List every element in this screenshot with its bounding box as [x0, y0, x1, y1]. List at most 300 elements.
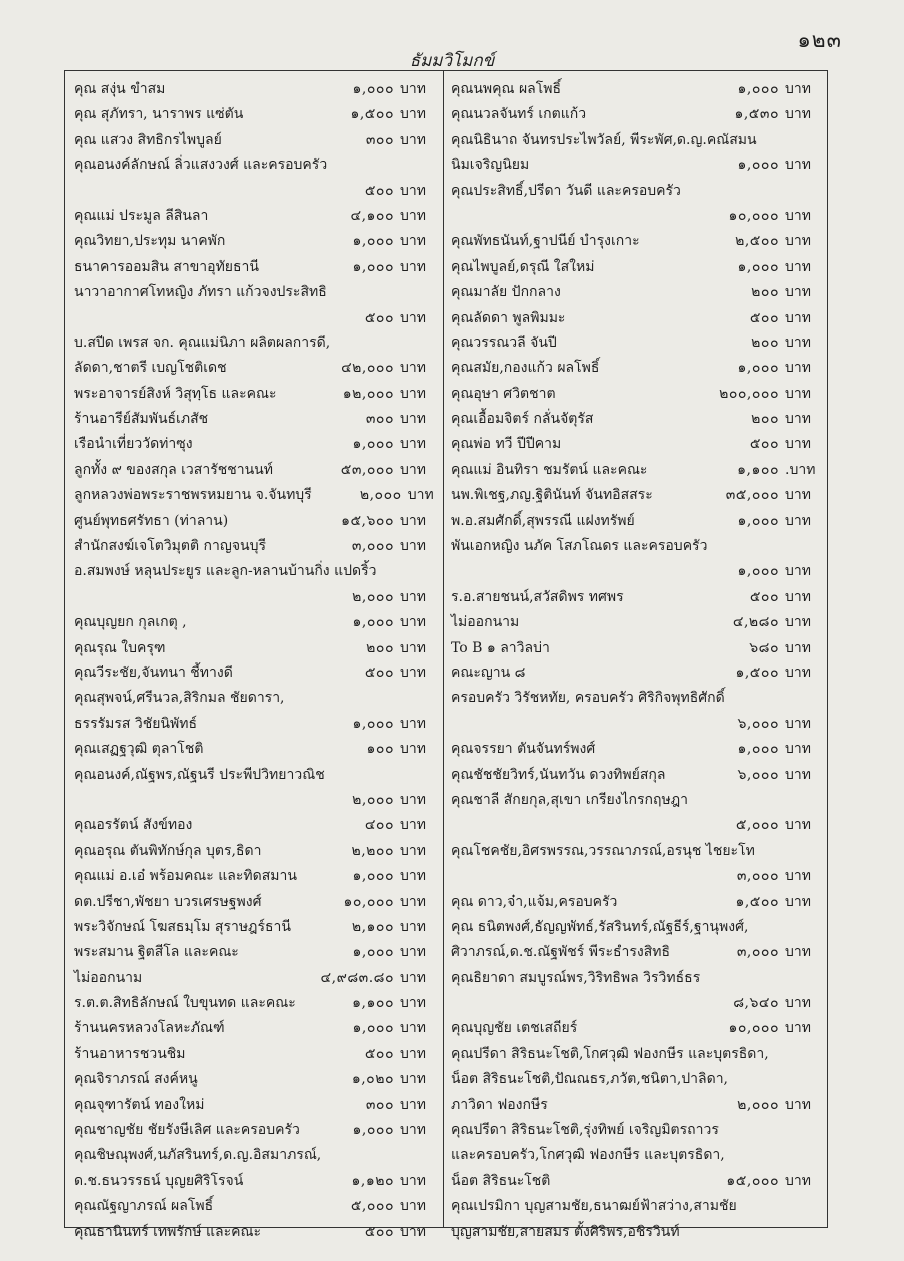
donor-row	[451, 864, 821, 889]
currency-unit: บาท	[400, 969, 426, 986]
currency-unit: บาท	[785, 360, 811, 377]
donation-amount: ๑๒,๐๐๐	[342, 385, 394, 402]
currency-unit: บาท	[400, 995, 426, 1012]
currency-unit: บาท	[400, 614, 426, 631]
donation-amount: ๕๐๐	[364, 309, 394, 326]
donor-name: คุณชัชชัยวิทร์,นันทวัน ดวงทิพย์สกุล	[451, 766, 666, 783]
donation-amount: ๘,๖๔๐	[733, 995, 779, 1012]
donation-amount: ๑๐,๐๐๐	[728, 207, 779, 224]
donation-amount: ๕,๐๐๐	[350, 1198, 394, 1215]
donor-row	[74, 382, 436, 407]
donor-name: ธรรรัมรส วิชัยนิพัทธ์	[74, 715, 197, 732]
donor-name: คุณธานินทร์ เทพรักษ์ และคณะ	[74, 1223, 262, 1240]
donation-amount: ๑๐,๐๐๐	[728, 1020, 779, 1037]
donor-row	[451, 559, 821, 584]
donor-row	[74, 661, 436, 686]
currency-unit: บาท	[400, 182, 426, 199]
donor-name: ลัดดา,ชาตรี เบญโชติเดช	[74, 360, 227, 377]
donor-name: คุณมาลัย ปักกลาง	[451, 284, 561, 301]
donor-name: คุณชาญชัย ชัยรังษีเลิศ และครอบครัว	[74, 1122, 300, 1139]
donor-row	[74, 1067, 436, 1092]
donor-row	[74, 1169, 436, 1194]
donation-amount: ๑,๐๐๐	[737, 157, 779, 174]
donation-amount: ๒,๐๐๐	[359, 487, 402, 504]
currency-unit: .บาท	[785, 461, 816, 478]
donation-amount: ๕,๐๐๐	[735, 817, 779, 834]
donor-name: คุณพ่อ ทวี ปีปีคาม	[451, 436, 562, 453]
donor-name: คุณแม่ อินทิรา ชมรัตน์ และคณะ	[451, 461, 648, 478]
donor-name: คุณลัดดา พูลพิมมะ	[451, 309, 566, 326]
donor-name: นพ.พิเชฐ,ภญ.ฐิตินันท์ จันทอิสสระ	[451, 487, 653, 504]
currency-unit: บาท	[785, 715, 811, 732]
donor-row	[451, 483, 821, 508]
currency-unit: บาท	[400, 258, 426, 275]
donor-row	[74, 1093, 436, 1118]
currency-unit: บาท	[785, 233, 811, 250]
currency-unit: บาท	[400, 411, 426, 428]
donor-row	[74, 940, 436, 965]
donation-amount: ๑,๐๐๐	[737, 741, 779, 758]
donor-name: คุณสมัย,กองแก้ว ผลโพธิ์	[451, 360, 600, 377]
donor-row	[74, 864, 436, 889]
currency-unit: บาท	[400, 791, 426, 808]
donor-row	[451, 813, 821, 838]
donor-name: ร.ต.ต.สิทธิลักษณ์ ใบขุนทด และคณะ	[74, 995, 296, 1012]
currency-unit: บาท	[785, 207, 811, 224]
donor-name: คุณนวลจันทร์ เกตแก้ว	[451, 106, 587, 123]
donor-row	[451, 1194, 821, 1219]
donor-row	[74, 585, 436, 610]
currency-unit: บาท	[400, 360, 426, 377]
donation-amount: ๑๐๐	[366, 741, 394, 758]
currency-unit: บาท	[400, 1122, 426, 1139]
donor-name: ศิวาภรณ์,ด.ช.ณัฐพัชร์ พีระธำรงสิทธิ	[451, 944, 671, 961]
donor-row	[74, 255, 436, 280]
donation-amount: ๑,๑๐๐	[737, 461, 779, 478]
currency-unit: บาท	[785, 411, 811, 428]
donor-row	[74, 813, 436, 838]
donor-name: บ.สปีด เพรส จก. คุณแม่นิภา ผลิตผลการดี,	[74, 334, 331, 351]
donor-row	[451, 763, 821, 788]
donor-name: คุณไพบูลย์,ดรุณี ใสใหม่	[451, 258, 595, 275]
donor-name: คุณอุษา ศวิตชาต	[451, 385, 556, 402]
donor-name: คุณแม่ อ.เอ๋ พร้อมคณะ และทิดสมาน	[74, 868, 297, 885]
donor-row	[74, 686, 436, 711]
donor-row	[451, 890, 821, 915]
donor-name: นิมเจริญนิยม	[451, 157, 530, 174]
donor-row	[451, 204, 821, 229]
donation-amount: ๑,๐๐๐	[352, 1020, 394, 1037]
donation-amount: ๑,๐๐๐	[352, 944, 394, 961]
donation-amount: ๑,๕๐๐	[350, 106, 394, 123]
donor-row	[451, 382, 821, 407]
donor-row	[451, 1143, 821, 1168]
currency-unit: บาท	[785, 1020, 811, 1037]
donor-name: คุณอรรัตน์ สังข์ทอง	[74, 817, 193, 834]
currency-unit: บาท	[400, 715, 426, 732]
donation-amount: ๑๕,๖๐๐	[341, 512, 394, 529]
donor-name: คุณสุพจน์,ศรีนวล,สิริกมล ชัยดารา,	[74, 690, 285, 707]
donor-row	[74, 915, 436, 940]
currency-unit: บาท	[785, 284, 811, 301]
donor-name: คุณพัทธนันท์,ฐาปนีย์ บำรุงเกาะ	[451, 233, 640, 250]
currency-unit: บาท	[785, 309, 811, 326]
donor-row	[451, 229, 821, 254]
donor-row	[74, 763, 436, 788]
currency-unit: บาท	[785, 664, 811, 681]
currency-unit: บาท	[785, 817, 811, 834]
donation-amount: ๓,๐๐๐	[736, 944, 779, 961]
currency-unit: บาท	[785, 563, 811, 580]
donation-amount: ๑,๐๐๐	[352, 233, 394, 250]
donor-name: น็อต สิริธนะโชติ,ปัณณธร,ภวัต,ชนิตา,ปาลิดา,	[451, 1071, 728, 1088]
donor-row	[451, 1093, 821, 1118]
donor-name: นาวาอากาศโทหญิง ภัทรา แก้วจงประสิทธิ	[74, 284, 327, 301]
donation-amount: ๑,๐๐๐	[737, 563, 779, 580]
running-header-title: ธัมมวิโมกข์	[409, 51, 495, 71]
donor-list-frame	[64, 70, 828, 1240]
donation-amount: ๔,๙๘๓.๘๐	[320, 969, 394, 986]
donor-name: คุณบุญชัย เตชเสถียร์	[451, 1020, 578, 1037]
currency-unit: บาท	[400, 1071, 426, 1088]
donation-amount: ๕๐๐	[364, 182, 394, 199]
donation-amount: ๑,๑๒๐	[351, 1172, 394, 1189]
currency-unit: บาท	[400, 106, 426, 123]
currency-unit: บาท	[785, 157, 811, 174]
currency-unit: บาท	[400, 639, 426, 656]
currency-unit: บาท	[400, 131, 426, 148]
donor-name: คุณแม่ ประมูล ลีสินลา	[74, 207, 209, 224]
currency-unit: บาท	[400, 1096, 426, 1113]
donation-amount: ๕๐๐	[364, 1223, 394, 1240]
donor-name: คุณเปรมิกา บุญสามชัย,ธนาฒย์ฟ้าสว่าง,สามชัย	[451, 1198, 737, 1215]
currency-unit: บาท	[400, 436, 426, 453]
currency-unit: บาท	[785, 868, 811, 885]
donor-row	[451, 534, 821, 559]
currency-unit: บาท	[400, 1045, 426, 1062]
donation-amount: ๔,๒๘๐	[732, 614, 779, 631]
donor-row	[74, 1220, 436, 1245]
donor-row	[74, 534, 436, 559]
donor-row	[451, 839, 821, 864]
donor-row	[451, 966, 821, 991]
donor-name: สำนักสงฆ์เจโตวิมุตติ กาญจนบุรี	[74, 538, 266, 555]
donation-amount: ๖๘๐	[749, 639, 779, 656]
donation-amount: ๓๐๐	[365, 131, 394, 148]
donor-row	[451, 940, 821, 965]
currency-unit: บาท	[785, 944, 811, 961]
donor-name: คุณวรรณวลี จันปี	[451, 334, 557, 351]
donor-row	[74, 356, 436, 381]
donation-amount: ๒๐๐	[751, 284, 779, 301]
currency-unit: บาท	[785, 1172, 811, 1189]
donor-row	[74, 1016, 436, 1041]
donor-name: คุณโชคชัย,อิศรพรรณ,วรรณาภรณ์,อรนุช ไชยะโท	[451, 842, 755, 859]
donor-name: อ.สมพงษ์ หลุนประยูร และลูก-หลานบ้านกิ่ง แปดริ้ว	[74, 563, 377, 580]
currency-unit: บาท	[785, 1096, 811, 1113]
donor-row	[74, 1143, 436, 1168]
page-number: ๑๒๓	[797, 28, 842, 52]
currency-unit: บาท	[400, 538, 426, 555]
donation-amount: ๓,๐๐๐	[351, 538, 394, 555]
donation-amount: ๑,๑๐๐	[352, 995, 394, 1012]
currency-unit: บาท	[785, 258, 811, 275]
donor-name: คุณธิยาดา สมบูรณ์พร,วิริทธิพล วิรวิทธ์ธร	[451, 969, 701, 986]
donor-row	[451, 1042, 821, 1067]
donation-amount: ๑,๐๐๐	[352, 81, 394, 97]
donation-amount: ๓๕,๐๐๐	[725, 487, 779, 504]
currency-unit: บาท	[400, 1223, 426, 1240]
donation-amount: ๑,๐๐๐	[352, 715, 394, 732]
currency-unit: บาท	[400, 512, 426, 529]
donation-amount: ๒,๕๐๐	[735, 233, 779, 250]
donor-row	[74, 509, 436, 534]
donor-row	[451, 991, 821, 1016]
donor-row	[74, 1118, 436, 1143]
currency-unit: บาท	[785, 512, 811, 529]
donor-row	[74, 636, 436, 661]
donor-name: คุณประสิทธิ์,ปรีดา วันดี และครอบครัว	[451, 182, 681, 199]
currency-unit: บาท	[400, 868, 426, 885]
currency-unit: บาท	[400, 918, 426, 935]
donor-row	[451, 432, 821, 457]
donation-amount: ๒๐๐	[366, 639, 394, 656]
currency-unit: บาท	[400, 817, 426, 834]
donor-name: คุณชิษณุพงศ์,นภัสรินทร์,ด.ญ.อิสมาภรณ์,	[74, 1147, 322, 1164]
currency-unit: บาท	[785, 588, 811, 605]
right-donor-column	[451, 77, 821, 1245]
donor-name: พระวิจักษณ์ โฆสธมฺโม สุราษฎร์ธานี	[74, 918, 291, 935]
donor-row	[74, 890, 436, 915]
currency-unit: บาท	[400, 842, 426, 859]
donor-name: ศูนย์พุทธศรัทธา (ท่าลาน)	[74, 512, 229, 529]
donor-name: คุณ สุภัทรา, นาราพร แซ่ตัน	[74, 106, 244, 123]
donation-amount: ๑,๐๐๐	[352, 1122, 394, 1139]
donor-name: ร้านอาหารชวนชิม	[74, 1045, 186, 1062]
donation-amount: ๖,๐๐๐	[737, 766, 779, 783]
donor-row	[74, 432, 436, 457]
donor-row	[74, 839, 436, 864]
donor-row	[451, 153, 821, 178]
currency-unit: บาท	[400, 207, 426, 224]
donor-name: คุณอนงค์,ณัฐพร,ณัฐนรี ประพีปวิทยาวณิช	[74, 766, 325, 783]
donor-name: คุณ ธนิตพงศ์,ธัญญพัทธ์,รัสรินทร์,ณัฐธีร์,ฐานุพงศ์,	[451, 918, 749, 935]
donor-row	[451, 712, 821, 737]
donation-amount: ๕๐๐	[749, 588, 779, 605]
donation-amount: ๑,๐๐๐	[737, 360, 779, 377]
donor-row	[451, 686, 821, 711]
donation-amount: ๒,๐๐๐	[352, 791, 394, 808]
currency-unit: บาท	[785, 106, 811, 123]
currency-unit: บาท	[400, 309, 426, 326]
donation-amount: ๔๐๐	[364, 817, 394, 834]
donor-name: ร้านนครหลวงโลหะภัณฑ์	[74, 1020, 225, 1037]
donor-row	[74, 1042, 436, 1067]
donor-row	[74, 966, 436, 991]
donor-name: คุณนพคุณ ผลโพธิ์	[451, 81, 562, 97]
donor-row	[451, 1118, 821, 1143]
donation-amount: ๑๐,๐๐๐	[343, 893, 394, 910]
donor-row	[451, 179, 821, 204]
currency-unit: บาท	[785, 614, 811, 631]
currency-unit: บาท	[785, 385, 811, 402]
donor-name: คุณเสฏฐวุฒิ ตุลาโชติ	[74, 741, 204, 758]
donor-name: คุณ แสวง สิทธิกรไพบูลย์	[74, 131, 222, 148]
donation-amount: ๑,๕๐๐	[735, 664, 779, 681]
donor-row	[451, 77, 821, 102]
donation-amount: ๔,๑๐๐	[350, 207, 394, 224]
donor-row	[74, 102, 436, 127]
donor-name: ครอบครัว วิรัชหทัย, ครอบครัว ศิริกิจพุทธิศักดิ์	[451, 690, 725, 707]
currency-unit: บาท	[785, 893, 811, 910]
donor-row	[451, 128, 821, 153]
currency-unit: บาท	[785, 436, 811, 453]
donor-row	[74, 788, 436, 813]
donor-row	[451, 737, 821, 762]
donation-amount: ๒,๐๐๐	[737, 1096, 779, 1113]
currency-unit: บาท	[400, 461, 426, 478]
donor-name: บุญสามชัย,สายสมร ตั้งศิริพร,อชิรวินท์	[451, 1223, 680, 1240]
donor-row	[451, 331, 821, 356]
donation-amount: ๓๐๐	[365, 1096, 394, 1113]
donation-amount: ๑,๕๐๐	[735, 893, 779, 910]
currency-unit: บาท	[400, 1172, 426, 1189]
donor-row	[451, 306, 821, 331]
donation-amount: ๒๐๐	[751, 411, 779, 428]
donor-row	[451, 585, 821, 610]
donation-amount: ๑๕,๐๐๐	[726, 1172, 779, 1189]
donor-name: คุณบุญยก กุลเกตุ ,	[74, 614, 187, 631]
donation-amount: ๒,๒๐๐	[351, 842, 394, 859]
donation-amount: ๒๐๐,๐๐๐	[719, 385, 779, 402]
donor-name: พ.อ.สมศักดิ์,สุพรรณี แฝงทรัพย์	[451, 512, 635, 529]
donor-row	[451, 1169, 821, 1194]
donation-amount: ๕๐๐	[364, 664, 394, 681]
currency-unit: บาท	[400, 233, 426, 250]
currency-unit: บาท	[785, 334, 811, 351]
donor-row	[451, 458, 821, 483]
donor-row	[74, 737, 436, 762]
currency-unit: บาท	[400, 385, 426, 402]
currency-unit: บาท	[785, 639, 811, 656]
donation-amount: ๑,๐๒๐	[351, 1071, 394, 1088]
currency-unit: บาท	[785, 81, 811, 97]
donation-amount: ๑,๕๓๐	[734, 106, 779, 123]
donor-name: ไม่ออกนาม	[74, 969, 143, 986]
donor-name: พระอาจารย์สิงห์ วิสุทฺโธ และคณะ	[74, 385, 277, 402]
donor-row	[74, 179, 436, 204]
donor-row	[451, 102, 821, 127]
donor-row	[74, 407, 436, 432]
donor-name: คุณอรุณ ตันพิทักษ์กุล บุตร,ธิดา	[74, 842, 262, 859]
donor-row	[451, 1067, 821, 1092]
donor-row	[451, 610, 821, 635]
donor-name: ลูกหลวงพ่อพระราชพรหมยาน จ.จันทบุรี	[74, 487, 312, 504]
donation-amount: ๑,๐๐๐	[737, 512, 779, 529]
currency-unit: บาท	[400, 1020, 426, 1037]
donor-row	[451, 1220, 821, 1245]
donor-row	[451, 1016, 821, 1041]
donor-row	[74, 306, 436, 331]
donor-row	[74, 610, 436, 635]
donation-amount: ๑,๐๐๐	[737, 258, 779, 275]
donor-row	[74, 77, 436, 102]
donor-name: คุณ ดาว,จ๋า,แจ้ม,ครอบครัว	[451, 893, 618, 910]
donor-row	[74, 483, 436, 508]
donation-amount: ๑,๐๐๐	[352, 614, 394, 631]
donor-name: พันเอกหญิง นภัค โสภโณดร และครอบครัว	[451, 538, 708, 555]
donor-row	[74, 458, 436, 483]
currency-unit: บาท	[400, 664, 426, 681]
donor-row	[74, 153, 436, 178]
donation-amount: ๕๐๐	[749, 309, 779, 326]
donation-amount: ๖,๐๐๐	[737, 715, 779, 732]
donor-row	[451, 255, 821, 280]
donor-row	[74, 229, 436, 254]
donor-row	[74, 280, 436, 305]
donation-amount: ๒๐๐	[751, 334, 779, 351]
currency-unit: บาท	[785, 766, 811, 783]
donor-name: ไม่ออกนาม	[451, 614, 520, 631]
donation-amount: ๑,๐๐๐	[352, 868, 394, 885]
donor-row	[451, 636, 821, 661]
donation-amount: ๑,๐๐๐	[352, 258, 394, 275]
donor-name: คุณจรรยา ตันจันทร์พงศ์	[451, 741, 596, 758]
currency-unit: บาท	[785, 487, 811, 504]
donor-name: ด.ช.ธนวรรธน์ บุญยศิริโรจน์	[74, 1172, 244, 1189]
donor-name: คุณเอื้อมจิตร์ กลั่นจัตุรัส	[451, 411, 594, 428]
donor-name: คุณ สงุ่น ขำสม	[74, 81, 166, 97]
donor-name: และครอบครัว,โกศวุฒิ ฟองกษีร และบุตรธิดา,	[451, 1147, 725, 1164]
donor-name: To B ๑ ลาวิลบ่า	[451, 639, 550, 656]
donor-row	[74, 128, 436, 153]
donor-name: คุณนิธินาถ จันทรประไพวัลย์, พีระพัศ,ด.ญ.คณัสมน	[451, 131, 757, 148]
donation-amount: ๓๐๐	[365, 411, 394, 428]
donation-amount: ๑,๐๐๐	[352, 436, 394, 453]
donation-amount: ๒,๑๐๐	[351, 918, 394, 935]
donation-amount: ๑,๐๐๐	[737, 81, 779, 97]
donor-row	[74, 1194, 436, 1219]
currency-unit: บาท	[400, 1198, 426, 1215]
donor-name: ภาวิดา ฟองกษีร	[451, 1096, 548, 1113]
donor-name: คณะญาน ๘	[451, 664, 526, 681]
donor-name: ร้านอารีย์สัมพันธ์เภสัช	[74, 411, 209, 428]
donor-name: คุณวิทยา,ประทุม นาคพัก	[74, 233, 226, 250]
column-divider	[443, 71, 444, 1227]
donation-amount: ๔๒,๐๐๐	[341, 360, 394, 377]
currency-unit: บาท	[400, 944, 426, 961]
donation-amount: ๒,๐๐๐	[352, 588, 394, 605]
donor-row	[451, 915, 821, 940]
donation-amount: ๓,๐๐๐	[736, 868, 779, 885]
donor-row	[451, 407, 821, 432]
donor-row	[451, 788, 821, 813]
donation-amount: ๕๓,๐๐๐	[340, 461, 394, 478]
donor-row	[451, 509, 821, 534]
donor-row	[74, 331, 436, 356]
donor-row	[451, 661, 821, 686]
donor-row	[451, 280, 821, 305]
donor-name: คุณจุฑารัตน์ ทองใหม่	[74, 1096, 205, 1113]
currency-unit: บาท	[400, 588, 426, 605]
currency-unit: บาท	[400, 893, 426, 910]
donor-name: ธนาคารออมสิน สาขาอุทัยธานี	[74, 258, 259, 275]
donor-name: คุณจิราภรณ์ สงค์หนู	[74, 1071, 198, 1088]
donor-row	[74, 712, 436, 737]
donor-name: คุณวีระชัย,จันทนา ชี้ทางดี	[74, 664, 233, 681]
donor-row	[74, 204, 436, 229]
currency-unit: บาท	[785, 995, 811, 1012]
